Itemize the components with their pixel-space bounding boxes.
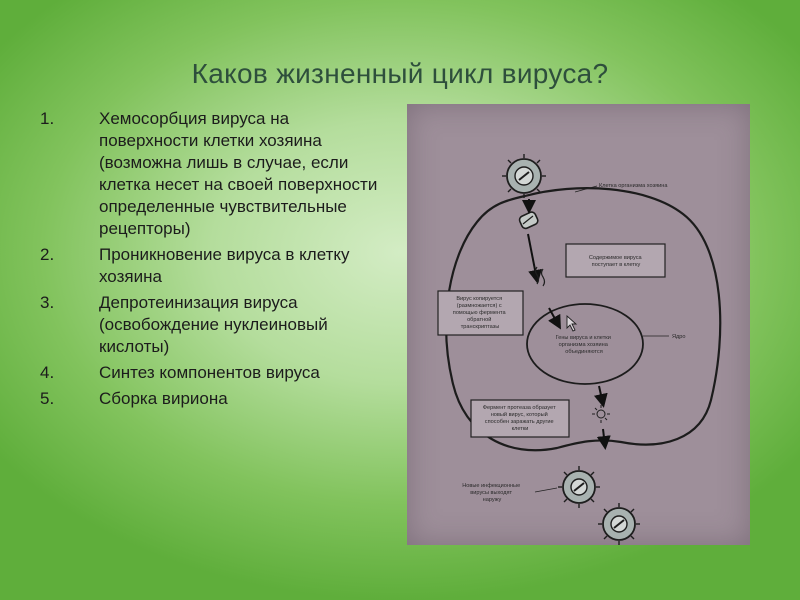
step-item <box>40 244 385 288</box>
exit-text: вирусы выходят <box>470 490 513 496</box>
protease-text: способен заражать другие <box>484 419 554 425</box>
lifecycle-steps-list <box>40 108 385 414</box>
step-number: 4. <box>40 363 55 382</box>
exit-leader-line <box>535 488 557 492</box>
pointer-icon <box>567 316 576 331</box>
reverse-transcriptase-text: транскриптазы <box>460 324 500 330</box>
step-item <box>40 108 385 240</box>
viral-capsid-icon <box>518 211 539 230</box>
step-text: Хемосорбция вируса на поверхности клетки хозяина (возможна лишь в случае, если клетка несет на своей поверхности определенные чувствительные рецепторы) <box>99 109 378 238</box>
arrow-from-nucleus <box>599 386 603 404</box>
nucleus-genes-text: объединяются <box>565 349 603 355</box>
nucleus-genes-text: Гены вируса и клетки <box>555 335 611 341</box>
assembling-virion-icon <box>592 405 610 423</box>
step-item <box>40 388 385 410</box>
reverse-transcriptase-text: обратной <box>467 317 492 323</box>
svg-text:Новые инфекционные вирус <box>462 483 522 503</box>
content-enters-text: Содержимое вируса <box>588 255 642 261</box>
arrow-to-exit <box>603 429 605 446</box>
protease-text: Фермент протеаза образует <box>482 405 556 411</box>
nucleus-label: Ядро <box>672 334 686 340</box>
reverse-transcriptase-text: помощью фермента <box>452 310 506 316</box>
virus-lifecycle-figure <box>407 104 750 545</box>
protease-text: клетки <box>511 426 529 432</box>
step-item <box>40 362 385 384</box>
exit-text: наружу <box>482 497 502 503</box>
step-number: 2. <box>40 245 55 264</box>
slide-title: Каков жизненный цикл вируса? <box>191 58 609 89</box>
step-text: Проникновение вируса в клетку хозяина <box>99 245 350 286</box>
protease-text: новый вирус, который <box>490 412 548 418</box>
step-item <box>40 292 385 358</box>
step-number: 5. <box>40 389 55 408</box>
virus-released-icon <box>598 503 640 545</box>
content-enters-text: поступает в клетку <box>591 262 641 268</box>
virus-incoming-icon <box>502 154 546 198</box>
step-text: Синтез компонентов вируса <box>99 363 320 382</box>
exit-text: Новые инфекционные <box>462 483 521 489</box>
step-text: Сборка вириона <box>99 389 228 408</box>
virus-budding-icon <box>558 466 600 508</box>
svg-text:Гены вируса и клетки орг <box>556 335 613 355</box>
step-text: Депротеинизация вируса (освобождение нуклеиновый кислоты) <box>99 293 328 356</box>
reverse-transcriptase-text: (размножается) с <box>456 303 502 309</box>
reverse-transcriptase-text: Вирус копируется <box>456 296 503 302</box>
step-number: 3. <box>40 293 55 312</box>
svg-text:Содержимое вируса поступ <box>589 255 643 268</box>
svg-text:Вирус копируется (размно <box>453 296 507 330</box>
nucleus-genes-text: организма хозяина <box>558 342 608 348</box>
host-cell-label: Клетка организма хозяина <box>599 183 668 189</box>
step-number: 1. <box>40 109 55 128</box>
